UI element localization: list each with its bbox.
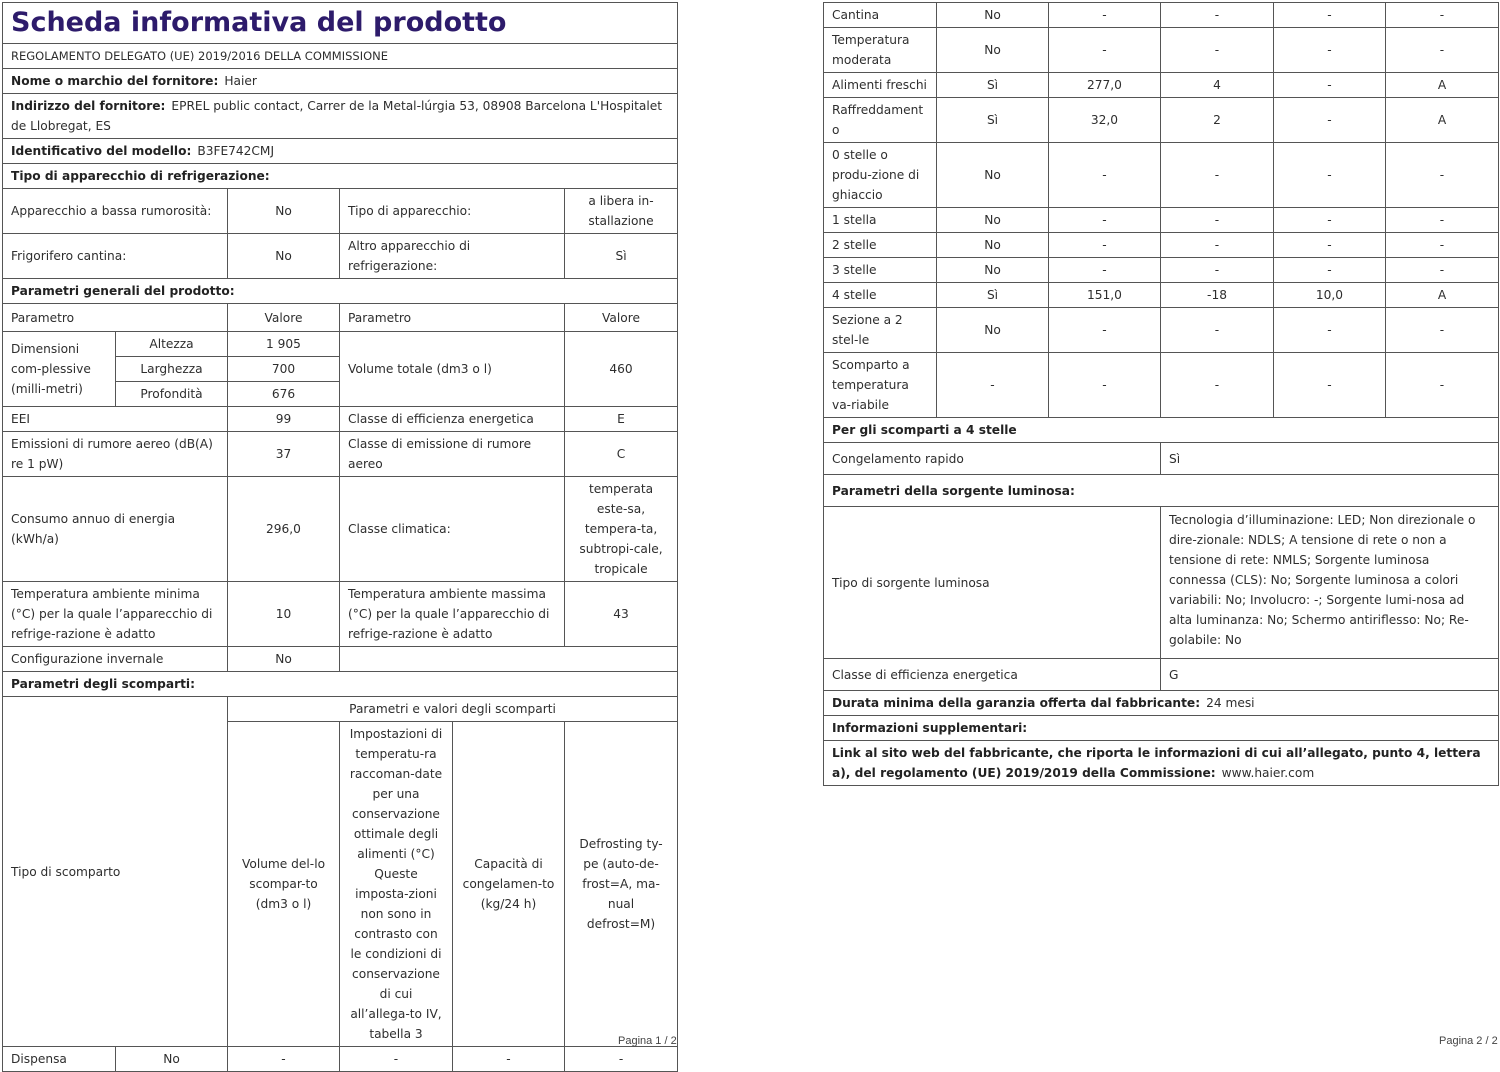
compartment-row [824, 3, 1499, 28]
address-value: EPREL public contact, Carrer de la Metal-lúrgia 53, 08908 Barcelona L'Hospitalet de Llobregat, ES [11, 99, 663, 133]
eei-label: EEI [3, 407, 228, 432]
winter-config-value: No [228, 647, 340, 672]
model-label: Identificativo del modello: [11, 144, 192, 158]
compartment-present: Sì [937, 73, 1049, 98]
pantry-defrost: - [565, 1047, 678, 1072]
compartment-freeze: - [1274, 143, 1386, 208]
page-title: Scheda informativa del prodotto [3, 3, 678, 44]
compartment-name: Cantina [824, 3, 937, 28]
compartment-freeze: - [1274, 3, 1386, 28]
compartment-temp: 2 [1161, 98, 1274, 143]
page-1 [2, 2, 677, 1072]
energy-consumption-label: Consumo annuo di energia (kWh/a) [3, 477, 228, 582]
compartment-temp: - [1161, 3, 1274, 28]
compartment-row [824, 353, 1499, 418]
compartment-freeze: - [1274, 233, 1386, 258]
noise-emission-label: Emissioni di rumore aereo (dB(A) re 1 pW) [3, 432, 228, 477]
noise-class-value: C [565, 432, 678, 477]
pantry-label: Dispensa [3, 1047, 116, 1072]
max-temp-value: 43 [565, 582, 678, 647]
compartment-present: No [937, 258, 1049, 283]
four-star-heading: Per gli scomparti a 4 stelle [824, 418, 1499, 443]
pantry-present: No [116, 1047, 228, 1072]
climate-class-label: Classe climatica: [340, 477, 565, 582]
compartment-row [824, 28, 1499, 73]
compartments-heading: Parametri degli scomparti: [3, 672, 678, 697]
compartment-defrost: A [1386, 73, 1499, 98]
eei-value: 99 [228, 407, 340, 432]
compartment-present: No [937, 28, 1049, 73]
supplier-value: Haier [224, 74, 257, 88]
compartment-row [824, 208, 1499, 233]
compartment-temp: - [1161, 258, 1274, 283]
light-class-value: G [1161, 659, 1499, 691]
wine-cooler-value: No [228, 234, 340, 279]
compartment-freeze: - [1274, 308, 1386, 353]
light-source-heading: Parametri della sorgente luminosa: [824, 475, 1499, 507]
compartment-defrost: - [1386, 258, 1499, 283]
compartment-defrost: - [1386, 353, 1499, 418]
compartment-freeze: - [1274, 98, 1386, 143]
compartment-volume: - [1049, 208, 1161, 233]
fast-freeze-label: Congelamento rapido [824, 443, 1161, 475]
empty-cell [340, 647, 678, 672]
light-type-label: Tipo di sorgente luminosa [824, 507, 1161, 659]
compartment-temp: - [1161, 233, 1274, 258]
total-volume-label: Volume totale (dm3 o l) [340, 332, 565, 407]
noise-emission-value: 37 [228, 432, 340, 477]
compartment-present: No [937, 208, 1049, 233]
value-header-2: Valore [565, 304, 678, 332]
compartment-name: Alimenti freschi [824, 73, 937, 98]
compartment-name: 3 stelle [824, 258, 937, 283]
pantry-freeze: - [453, 1047, 565, 1072]
compartment-name: Raffreddamento [824, 98, 937, 143]
extra-info-heading: Informazioni supplementari: [824, 716, 1499, 741]
warranty-label: Durata minima della garanzia offerta dal fabbricante: [832, 696, 1201, 710]
fast-freeze-value: Sì [1161, 443, 1499, 475]
compartment-temp: - [1161, 353, 1274, 418]
product-info-table-page2 [823, 2, 1499, 786]
compartment-volume: - [1049, 308, 1161, 353]
product-info-table-page1 [2, 2, 678, 1072]
compartment-temp: -18 [1161, 283, 1274, 308]
param-header-2: Parametro [340, 304, 565, 332]
efficiency-class-label: Classe di efficienza energetica [340, 407, 565, 432]
pantry-temp: - [340, 1047, 453, 1072]
supplier-label: Nome o marchio del fornitore: [11, 74, 219, 88]
compartment-volume: - [1049, 3, 1161, 28]
compartment-volume: - [1049, 353, 1161, 418]
temperature-column-header: Impostazioni di temperatu-ra raccoman-date per una conservazione ottimale degli alimenti (°C) Queste imposta-zioni non sono in contrasto con le condizioni di conservazione di cui all’allega-to IV, tabella 3 [340, 722, 453, 1047]
total-volume-value: 460 [565, 332, 678, 407]
compartment-defrost: A [1386, 98, 1499, 143]
compartment-volume: 32,0 [1049, 98, 1161, 143]
compartment-temp: - [1161, 208, 1274, 233]
compartment-present: No [937, 3, 1049, 28]
efficiency-class-value: E [565, 407, 678, 432]
compartment-name: 2 stelle [824, 233, 937, 258]
climate-class-value: temperata este-sa, tempera-ta, subtropi-cale, tropicale [565, 477, 678, 582]
compartment-temp: - [1161, 143, 1274, 208]
width-value: 700 [228, 357, 340, 382]
model-row [3, 139, 678, 164]
compartment-volume: - [1049, 143, 1161, 208]
min-temp-value: 10 [228, 582, 340, 647]
compartment-present: Sì [937, 98, 1049, 143]
compartment-row [824, 283, 1499, 308]
compartment-rows [824, 3, 1499, 418]
max-temp-label: Temperatura ambiente massima (°C) per la quale l’apparecchio di refrige-razione è adatto [340, 582, 565, 647]
width-label: Larghezza [116, 357, 228, 382]
compartment-row [824, 233, 1499, 258]
general-params-heading: Parametri generali del prodotto: [3, 279, 678, 304]
compartment-name: 4 stelle [824, 283, 937, 308]
address-row [3, 94, 678, 139]
other-appliance-value: Sì [565, 234, 678, 279]
compartment-volume: 151,0 [1049, 283, 1161, 308]
light-class-label: Classe di efficienza energetica [824, 659, 1161, 691]
compartment-params-header: Parametri e valori degli scomparti [228, 697, 678, 722]
manufacturer-link-label: Link al sito web del fabbricante, che riporta le informazioni di cui all’allegato, punto 4, lettera a), del regolamento (UE) 2019/2019 della Commissione: [832, 746, 1481, 780]
volume-column-header: Volume del-lo scompar-to (dm3 o l) [228, 722, 340, 1047]
compartment-name: Sezione a 2 stel-le [824, 308, 937, 353]
page-footer-2: Pagina 2 / 2 [1439, 1035, 1498, 1047]
compartment-temp: - [1161, 308, 1274, 353]
compartment-defrost: - [1386, 143, 1499, 208]
dimensions-label: Dimensioni com-plessive (milli-metri) [3, 332, 116, 407]
address-label: Indirizzo del fornitore: [11, 99, 166, 113]
manufacturer-link[interactable]: www.haier.com [1221, 766, 1315, 780]
low-noise-label: Apparecchio a bassa rumorosità: [3, 189, 228, 234]
freezing-column-header: Capacità di congelamen-to (kg/24 h) [453, 722, 565, 1047]
compartment-volume: 277,0 [1049, 73, 1161, 98]
compartment-defrost: - [1386, 28, 1499, 73]
page-footer-1: Pagina 1 / 2 [618, 1035, 677, 1047]
compartment-freeze: - [1274, 353, 1386, 418]
compartment-defrost: - [1386, 308, 1499, 353]
light-type-value: Tecnologia d’illuminazione: LED; Non direzionale o dire-zionale: NDLS; A tensione di rete o non a tensione di rete: NMLS; Sorgente luminosa connessa (CLS): No; Sorgente luminosa a colori variabili: No; Involucro: -; Sorgente lumi-nosa ad alta luminanza: No; Schermo antiriflesso: No; Re-golabile: No [1161, 507, 1499, 659]
compartment-name: Scomparto a temperatura va-riabile [824, 353, 937, 418]
min-temp-label: Temperatura ambiente minima (°C) per la quale l’apparecchio di refrige-razione è adatto [3, 582, 228, 647]
compartment-row [824, 308, 1499, 353]
compartment-volume: - [1049, 28, 1161, 73]
compartment-present: - [937, 353, 1049, 418]
page-2 [823, 2, 1498, 786]
compartment-temp: - [1161, 28, 1274, 73]
compartment-freeze: - [1274, 258, 1386, 283]
compartment-volume: - [1049, 258, 1161, 283]
manufacturer-link-row [824, 741, 1499, 786]
compartment-present: Sì [937, 283, 1049, 308]
compartment-type-header: Tipo di scomparto [3, 697, 228, 1047]
warranty-row [824, 691, 1499, 716]
appliance-type-value: a libera in-stallazione [565, 189, 678, 234]
compartment-temp: 4 [1161, 73, 1274, 98]
wine-cooler-label: Frigorifero cantina: [3, 234, 228, 279]
height-value: 1 905 [228, 332, 340, 357]
compartment-name: Temperatura moderata [824, 28, 937, 73]
compartment-present: No [937, 308, 1049, 353]
regulation-subtitle: REGOLAMENTO DELEGATO (UE) 2019/2016 DELLA COMMISSIONE [3, 44, 678, 69]
supplier-row [3, 69, 678, 94]
depth-label: Profondità [116, 382, 228, 407]
compartment-present: No [937, 233, 1049, 258]
compartment-row [824, 73, 1499, 98]
compartment-row [824, 258, 1499, 283]
other-appliance-label: Altro apparecchio di refrigerazione: [340, 234, 565, 279]
compartment-defrost: - [1386, 3, 1499, 28]
param-header: Parametro [3, 304, 228, 332]
winter-config-label: Configurazione invernale [3, 647, 228, 672]
height-label: Altezza [116, 332, 228, 357]
pantry-volume: - [228, 1047, 340, 1072]
compartment-defrost: A [1386, 283, 1499, 308]
compartment-row [824, 143, 1499, 208]
compartment-present: No [937, 143, 1049, 208]
compartment-defrost: - [1386, 233, 1499, 258]
depth-value: 676 [228, 382, 340, 407]
compartment-defrost: - [1386, 208, 1499, 233]
compartment-name: 1 stella [824, 208, 937, 233]
compartment-freeze: - [1274, 73, 1386, 98]
defrost-column-header: Defrosting ty-pe (auto-de-frost=A, ma-nual defrost=M) [565, 722, 678, 1047]
compartment-volume: - [1049, 233, 1161, 258]
noise-class-label: Classe di emissione di rumore aereo [340, 432, 565, 477]
model-value: B3FE742CMJ [197, 144, 275, 158]
compartment-row [824, 98, 1499, 143]
warranty-value: 24 mesi [1206, 696, 1255, 710]
compartment-freeze: - [1274, 28, 1386, 73]
appliance-type-heading: Tipo di apparecchio di refrigerazione: [3, 164, 678, 189]
low-noise-value: No [228, 189, 340, 234]
energy-consumption-value: 296,0 [228, 477, 340, 582]
appliance-type-label: Tipo di apparecchio: [340, 189, 565, 234]
value-header: Valore [228, 304, 340, 332]
compartment-freeze: 10,0 [1274, 283, 1386, 308]
compartment-name: 0 stelle o produ-zione di ghiaccio [824, 143, 937, 208]
compartment-freeze: - [1274, 208, 1386, 233]
